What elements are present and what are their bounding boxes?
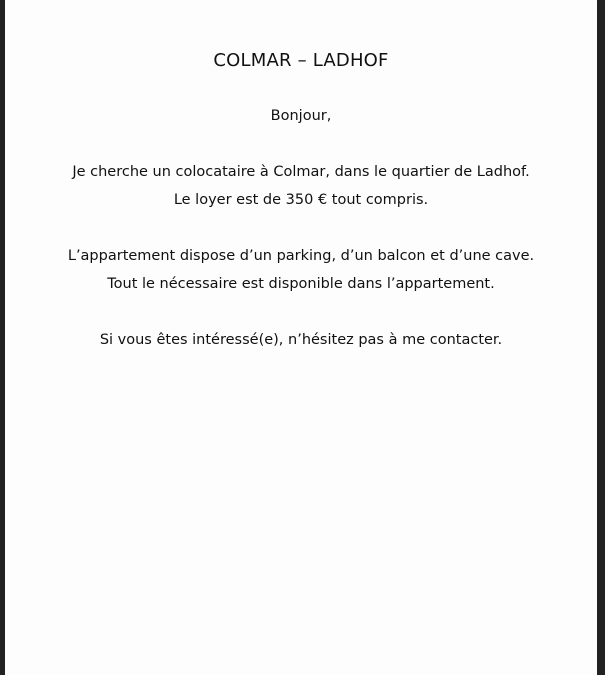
paragraph-1-line-2: Le loyer est de 350 € tout compris. <box>173 192 429 208</box>
paragraph-1-line-1: Je cherche un colocataire à Colmar, dans le quartier de Ladhof. <box>72 164 530 180</box>
document-title: COLMAR – LADHOF <box>213 50 389 71</box>
paragraph-2-line-2: Tout le nécessaire est disponible dans l’appartement. <box>107 276 495 292</box>
greeting-text: Bonjour, <box>270 108 332 124</box>
document-page <box>5 0 597 675</box>
paragraph-3-line-1: Si vous êtes intéressé(e), n’hésitez pas à me contacter. <box>99 332 503 348</box>
paragraph-2-line-1: L’appartement dispose d’un parking, d’un balcon et d’une cave. <box>67 248 535 264</box>
